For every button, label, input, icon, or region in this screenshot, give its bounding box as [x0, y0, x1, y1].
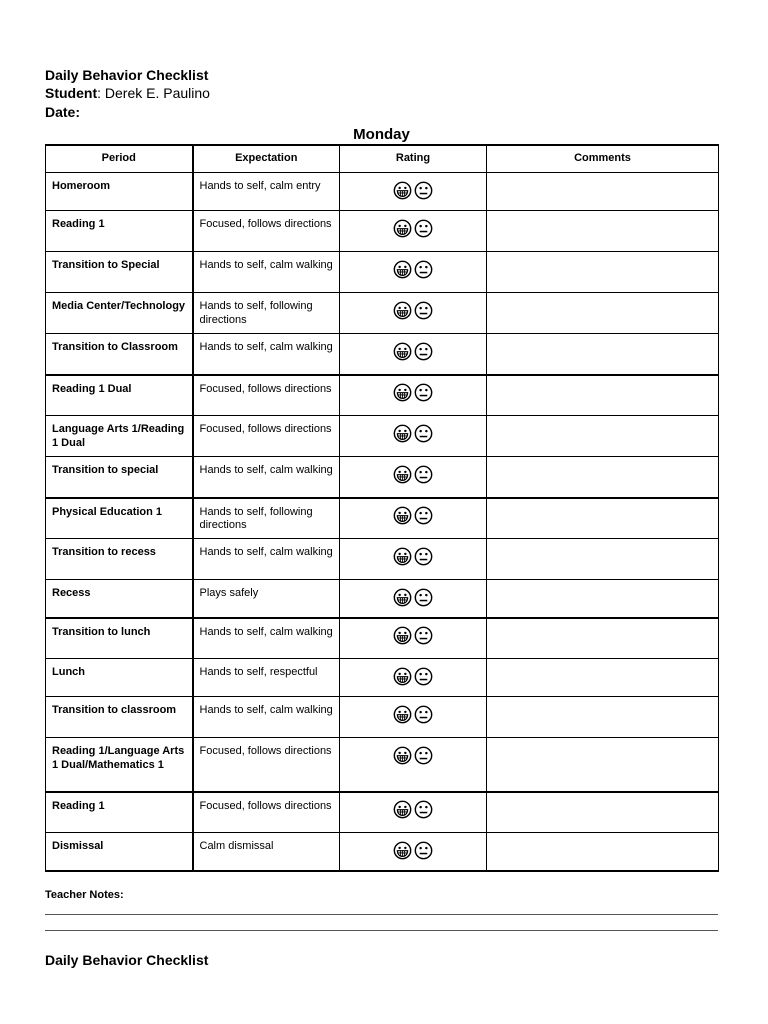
student-line	[45, 84, 718, 103]
rating-faces	[393, 704, 433, 724]
rating-cell	[340, 457, 487, 498]
period-cell: Transition to classroom	[46, 697, 193, 738]
expectation-cell: Focused, follows directions	[193, 375, 340, 416]
rating-cell	[340, 539, 487, 580]
grinning-face-icon[interactable]	[393, 626, 412, 645]
expectation-cell: Hands to self, calm walking	[193, 252, 340, 293]
table-row	[46, 792, 719, 833]
rating-cell	[340, 211, 487, 252]
expectation-cell: Hands to self, calm entry	[193, 173, 340, 211]
rating-faces	[393, 666, 433, 686]
rating-faces	[393, 546, 433, 566]
comments-cell[interactable]	[487, 457, 719, 498]
expectation-cell: Calm dismissal	[193, 833, 340, 871]
expectation-cell: Hands to self, calm walking	[193, 539, 340, 580]
period-cell: Transition to Classroom	[46, 334, 193, 375]
column-header-period: Period	[46, 145, 193, 173]
grinning-face-icon[interactable]	[393, 465, 412, 484]
table-row	[46, 833, 719, 871]
rating-faces	[393, 464, 433, 484]
rating-cell	[340, 618, 487, 659]
period-cell: Reading 1	[46, 792, 193, 833]
behavior-table	[45, 144, 719, 872]
neutral-face-icon[interactable]	[414, 424, 433, 443]
neutral-face-icon[interactable]	[414, 219, 433, 238]
expectation-cell: Focused, follows directions	[193, 211, 340, 252]
rating-faces	[393, 506, 433, 526]
expectation-cell: Hands to self, calm walking	[193, 618, 340, 659]
expectation-cell: Focused, follows directions	[193, 792, 340, 833]
column-header-expectation: Expectation	[193, 145, 340, 173]
comments-cell[interactable]	[487, 618, 719, 659]
period-cell: Transition to lunch	[46, 618, 193, 659]
period-cell: Language Arts 1/Reading 1 Dual	[46, 416, 193, 457]
column-header-rating: Rating	[340, 145, 487, 173]
grinning-face-icon[interactable]	[393, 342, 412, 361]
comments-cell[interactable]	[487, 293, 719, 334]
period-cell: Reading 1	[46, 211, 193, 252]
grinning-face-icon[interactable]	[393, 705, 412, 724]
neutral-face-icon[interactable]	[414, 260, 433, 279]
rating-cell	[340, 416, 487, 457]
table-row	[46, 659, 719, 697]
grinning-face-icon[interactable]	[393, 383, 412, 402]
grinning-face-icon[interactable]	[393, 506, 412, 525]
table-row	[46, 173, 719, 211]
grinning-face-icon[interactable]	[393, 181, 412, 200]
grinning-face-icon[interactable]	[393, 301, 412, 320]
comments-cell[interactable]	[487, 211, 719, 252]
grinning-face-icon[interactable]	[393, 219, 412, 238]
table-row	[46, 697, 719, 738]
expectation-cell: Hands to self, calm walking	[193, 697, 340, 738]
day-heading: Monday	[353, 126, 410, 143]
grinning-face-icon[interactable]	[393, 667, 412, 686]
checklist-page	[45, 66, 718, 969]
expectation-cell: Hands to self, calm walking	[193, 334, 340, 375]
grinning-face-icon[interactable]	[393, 424, 412, 443]
rating-faces	[393, 180, 433, 200]
grinning-face-icon[interactable]	[393, 841, 412, 860]
rating-cell	[340, 498, 487, 539]
neutral-face-icon[interactable]	[414, 465, 433, 484]
student-label: Student	[45, 85, 98, 101]
teacher-notes-label: Teacher Notes:	[45, 888, 124, 901]
rating-cell	[340, 792, 487, 833]
period-cell: Transition to Special	[46, 252, 193, 293]
grinning-face-icon[interactable]	[393, 746, 412, 765]
comments-cell[interactable]	[487, 375, 719, 416]
rating-cell	[340, 293, 487, 334]
comments-cell[interactable]	[487, 252, 719, 293]
table-row	[46, 618, 719, 659]
neutral-face-icon[interactable]	[414, 588, 433, 607]
expectation-cell: Hands to self, following directions	[193, 498, 340, 539]
rating-faces	[393, 259, 433, 279]
rating-faces	[393, 341, 433, 361]
comments-cell[interactable]	[487, 416, 719, 457]
comments-cell[interactable]	[487, 833, 719, 871]
neutral-face-icon[interactable]	[414, 626, 433, 645]
neutral-face-icon[interactable]	[414, 506, 433, 525]
period-cell: Transition to recess	[46, 539, 193, 580]
notes-line	[45, 914, 718, 915]
expectation-cell: Hands to self, following directions	[193, 293, 340, 334]
table-row	[46, 293, 719, 334]
comments-cell[interactable]	[487, 173, 719, 211]
rating-faces	[393, 300, 433, 320]
neutral-face-icon[interactable]	[414, 746, 433, 765]
table-row	[46, 539, 719, 580]
table-row	[46, 375, 719, 416]
neutral-face-icon[interactable]	[414, 342, 433, 361]
table-row	[46, 211, 719, 252]
neutral-face-icon[interactable]	[414, 547, 433, 566]
comments-cell[interactable]	[487, 792, 719, 833]
period-cell: Physical Education 1	[46, 498, 193, 539]
period-cell: Homeroom	[46, 173, 193, 211]
rating-cell	[340, 738, 487, 792]
date-line	[45, 103, 718, 122]
rating-faces	[393, 383, 433, 403]
date-label: Date:	[45, 104, 81, 120]
neutral-face-icon[interactable]	[414, 667, 433, 686]
comments-cell[interactable]	[487, 334, 719, 375]
table-row	[46, 252, 719, 293]
comments-cell[interactable]	[487, 738, 719, 792]
rating-faces	[393, 840, 433, 860]
grinning-face-icon[interactable]	[393, 260, 412, 279]
period-cell: Lunch	[46, 659, 193, 697]
grinning-face-icon[interactable]	[393, 547, 412, 566]
expectation-cell: Focused, follows directions	[193, 738, 340, 792]
table-row	[46, 580, 719, 618]
table-header-row	[46, 145, 719, 173]
comments-cell[interactable]	[487, 539, 719, 580]
expectation-cell: Hands to self, respectful	[193, 659, 340, 697]
rating-faces	[393, 800, 433, 820]
neutral-face-icon[interactable]	[414, 301, 433, 320]
rating-cell	[340, 659, 487, 697]
comments-cell[interactable]	[487, 697, 719, 738]
table-row	[46, 334, 719, 375]
period-cell: Media Center/Technology	[46, 293, 193, 334]
rating-cell	[340, 580, 487, 618]
table-row	[46, 416, 719, 457]
comments-cell[interactable]	[487, 580, 719, 618]
comments-cell[interactable]	[487, 498, 719, 539]
period-cell: Reading 1/Language Arts 1 Dual/Mathematics 1	[46, 738, 193, 792]
rating-cell	[340, 697, 487, 738]
period-cell: Transition to special	[46, 457, 193, 498]
period-cell: Recess	[46, 580, 193, 618]
rating-faces	[393, 745, 433, 765]
neutral-face-icon[interactable]	[414, 841, 433, 860]
rating-cell	[340, 375, 487, 416]
period-cell: Dismissal	[46, 833, 193, 871]
grinning-face-icon[interactable]	[393, 588, 412, 607]
table-row	[46, 738, 719, 792]
rating-faces	[393, 626, 433, 646]
period-cell: Reading 1 Dual	[46, 375, 193, 416]
notes-line	[45, 930, 718, 931]
comments-cell[interactable]	[487, 659, 719, 697]
footer-title: Daily Behavior Checklist	[45, 951, 209, 968]
expectation-cell: Hands to self, calm walking	[193, 457, 340, 498]
neutral-face-icon[interactable]	[414, 181, 433, 200]
expectation-cell: Focused, follows directions	[193, 416, 340, 457]
neutral-face-icon[interactable]	[414, 705, 433, 724]
column-header-comments: Comments	[487, 145, 719, 173]
rating-faces	[393, 423, 433, 443]
rating-cell	[340, 833, 487, 871]
expectation-cell: Plays safely	[193, 580, 340, 618]
rating-faces	[393, 587, 433, 607]
rating-cell	[340, 252, 487, 293]
document-title: Daily Behavior Checklist	[45, 67, 209, 83]
student-name: : Derek E. Paulino	[97, 85, 210, 101]
neutral-face-icon[interactable]	[414, 800, 433, 819]
table-row	[46, 457, 719, 498]
rating-faces	[393, 218, 433, 238]
rating-cell	[340, 173, 487, 211]
rating-cell	[340, 334, 487, 375]
neutral-face-icon[interactable]	[414, 383, 433, 402]
table-row	[46, 498, 719, 539]
grinning-face-icon[interactable]	[393, 800, 412, 819]
